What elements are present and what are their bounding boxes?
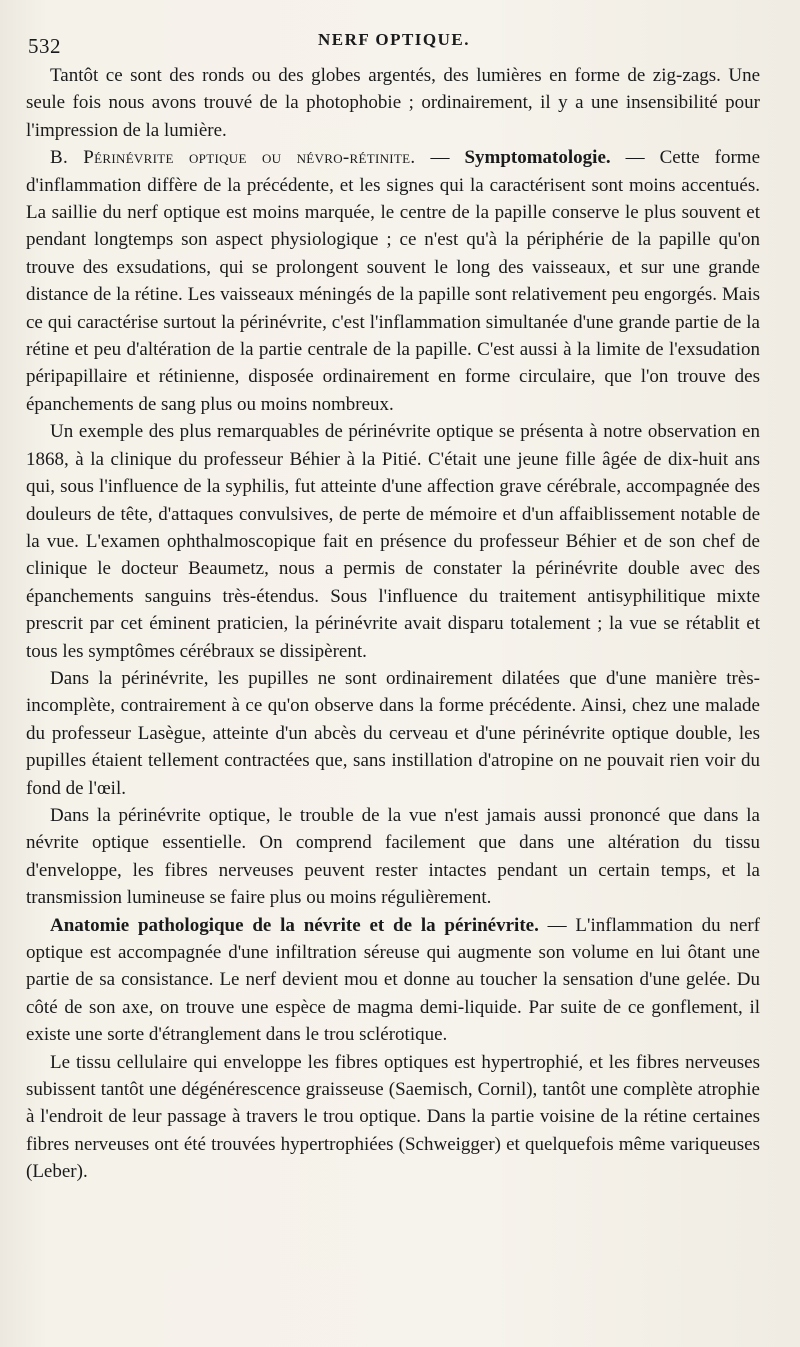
page-number: 532 xyxy=(28,34,61,58)
section-heading: B. Périnévrite optique ou névro-rétinite. xyxy=(50,147,416,169)
body-text xyxy=(26,62,760,1186)
paragraph-text: — Cette forme d'inflammation diffère de la précédente, et les signes qui la caractérisent sont moins accentués. La saillie du nerf optique est moins marquée, le centre de la papille conserve le plus souvent et pendant longtemps son aspect physiologique ; ce n'est qu'à la périphérie de la papille qu'on trouve des exsudations, qui se prolongent souvent le long des vaisseaux, et sur une grande distance de la rétine. Les vaisseaux méningés de la papille sont relativement peu engorgés. Mais ce qui caractérise surtout la périnévrite, c'est l'inflammation simultanée d'une grande partie de la rétine et peu d'altération de la partie centrale de la papille. C'est aussi à la limite de l'exsudation péripapillaire et rétinienne, disposée ordinairement en forme circulaire, que l'on trouve des épanchements de sang plus ou moins nombreux. xyxy=(26,147,761,415)
paragraph-section-b xyxy=(26,144,760,418)
running-title: NERF OPTIQUE. xyxy=(317,30,471,49)
subheading: Symptomatologie. xyxy=(464,147,611,169)
paragraph-anatomy xyxy=(26,912,760,1049)
section-heading: Anatomie pathologique de la névrite et de la périnévrite. xyxy=(50,914,539,936)
dash: — xyxy=(415,147,465,169)
paragraph: Dans la périnévrite optique, le trouble de la vue n'est jamais aussi prononcé que dans la névrite optique essentielle. On comprend facilement que dans une altération du tissu d'enveloppe, les fibres nerveuses peuvent rester intactes pendant un certain temps, et la transmission lumineuse se faire plus ou moins régulièrement. xyxy=(26,804,760,909)
paragraph-text: — L'inflammation du nerf optique est accompagnée d'une infiltration séreuse qui augmente son volume en lui ôtant une partie de sa consistance. Le nerf devient mou et donne au toucher la sensation d'une gelée. Du côté de son axe, on trouve une espèce de magma demi-liquide. Par suite de ce gonflement, il existe une sorte d'étranglement dans le trou sclérotique. xyxy=(26,914,761,1046)
paragraph: Un exemple des plus remarquables de périnévrite optique se présenta à notre observation en 1868, à la clinique du professeur Béhier à la Pitié. C'était une jeune fille âgée de dix-huit ans qui, sous l'influence de la syphilis, fut atteinte d'une affection grave cérébrale, accompagnée des douleurs de tête, d'attaques convulsives, de perte de mémoire et d'un affaiblissement notable de la vue. L'examen ophthalmoscopique fait en présence du professeur Béhier et de son chef de clinique le docteur Beaumetz, nous a permis de constater la périnévrite double avec des épanchements sanguins très-étendus. Sous l'influence du traitement antisyphilitique mixte prescrit par cet éminent praticien, la périnévrite avait disparu totalement ; la vue se rétablit et tous les symptômes cérébraux se dissipèrent. xyxy=(26,421,760,662)
page-header xyxy=(28,30,760,58)
paragraph: Dans la périnévrite, les pupilles ne sont ordinairement dilatées que d'une manière très-incomplète, contrairement à ce qu'on observe dans la forme précédente. Ainsi, chez une malade du professeur Lasègue, atteinte d'un abcès du cerveau et d'une périnévrite optique double, les pupilles étaient tellement contractées que, sans instillation d'atropine on ne pouvait rien voir du fond de l'œil. xyxy=(26,667,760,799)
paragraph: Tantôt ce sont des ronds ou des globes argentés, des lumières en forme de zig-zags. Une seule fois nous avons trouvé de la photophobie ; ordinairement, il y a une insensibilité pour l'impression de la lumière. xyxy=(26,65,760,141)
paragraph: Le tissu cellulaire qui enveloppe les fibres optiques est hypertrophié, et les fibres nerveuses subissent tantôt une dégénérescence graisseuse (Saemisch, Cornil), tantôt une complète atrophie à l'endroit de leur passage à travers le trou optique. Dans la partie voisine de la rétine certaines fibres nerveuses ont été trouvées hypertrophiées (Schweigger) et quelquefois même variqueuses (Leber). xyxy=(26,1051,760,1183)
